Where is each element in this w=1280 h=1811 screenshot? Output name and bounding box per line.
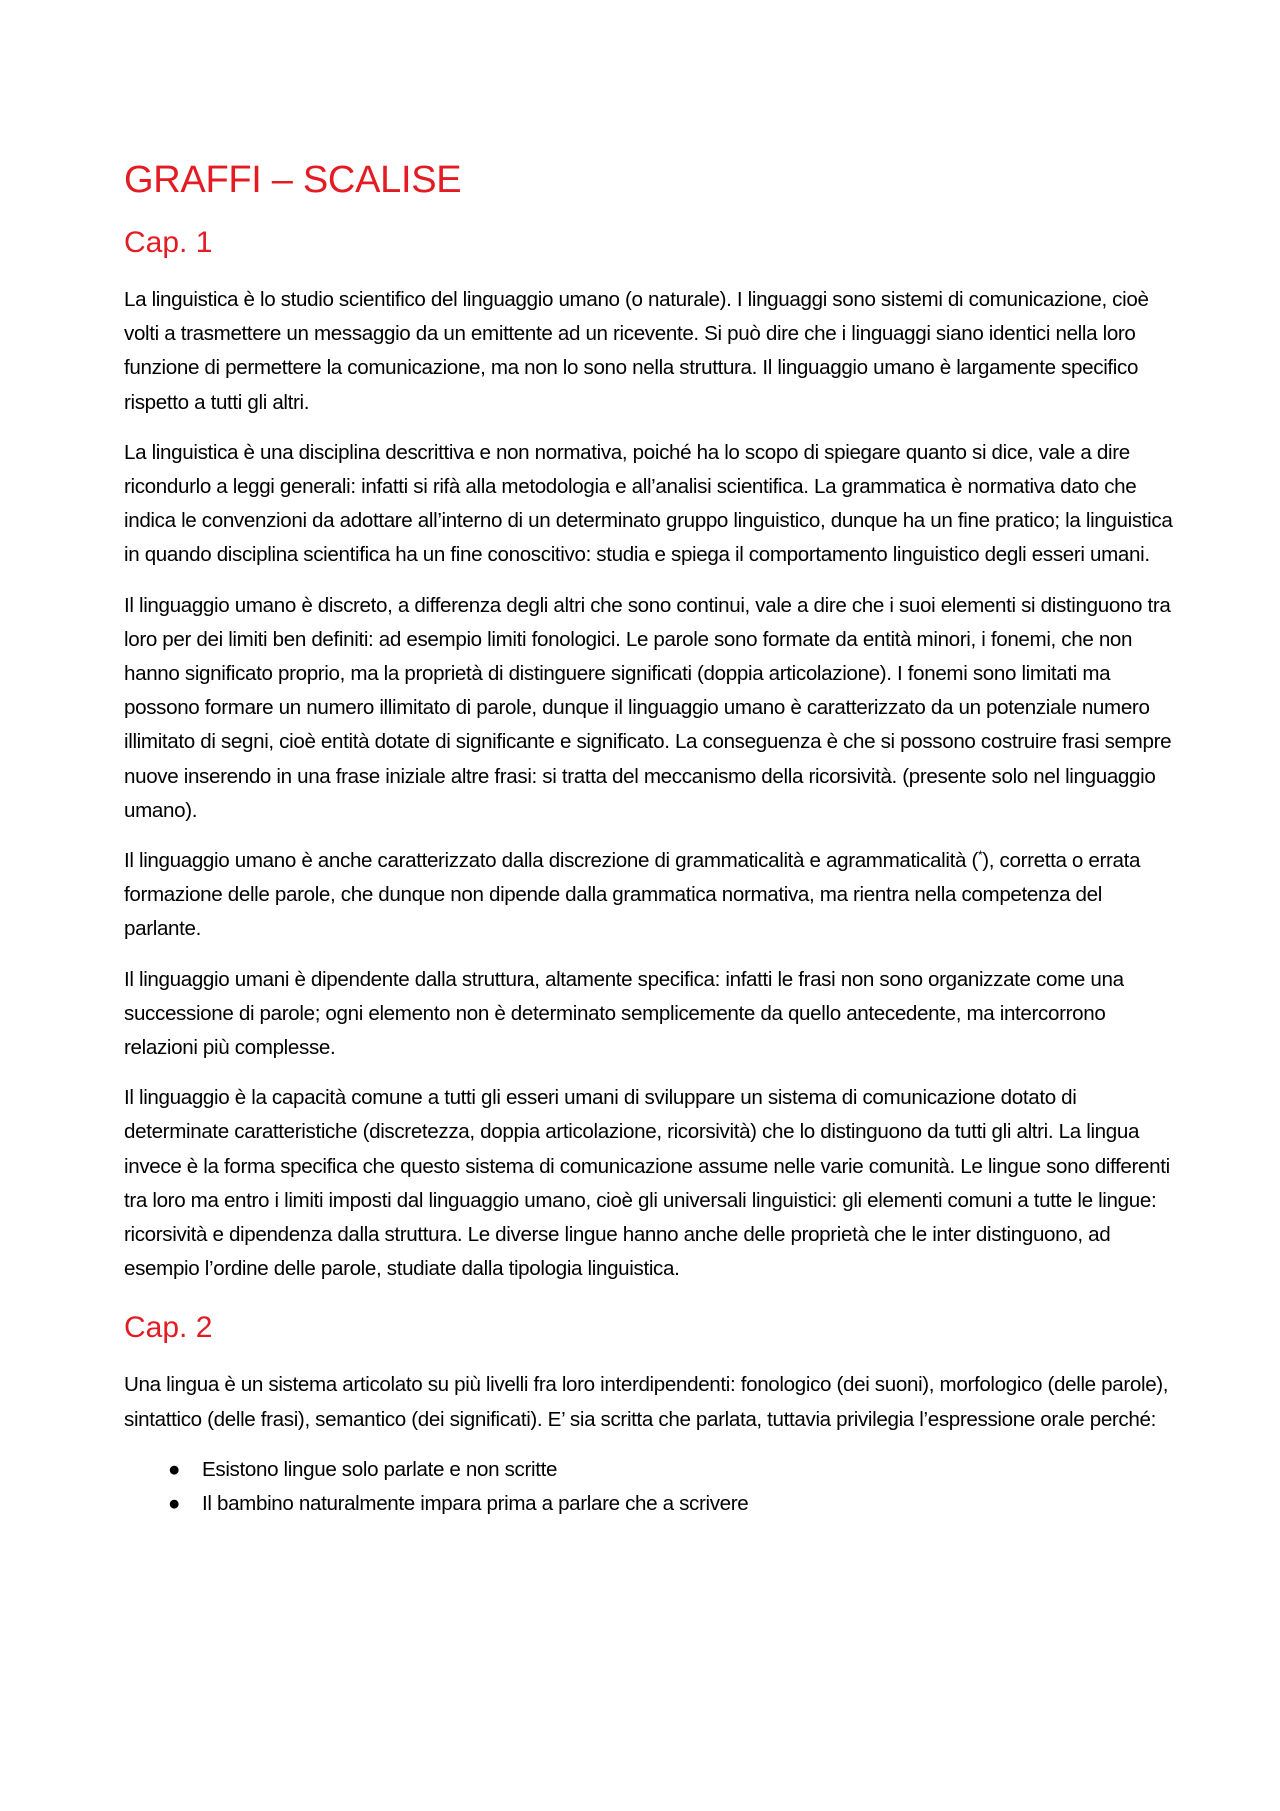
bullet-icon: ● xyxy=(168,1457,181,1481)
bullet-icon: ● xyxy=(168,1492,181,1516)
list-item-text: Esistono lingue solo parlate e non scritte xyxy=(202,1457,558,1481)
asterisk-superscript: * xyxy=(977,848,983,863)
paragraph: Il linguaggio è la capacità comune a tutti gli esseri umani di sviluppare un sistema di comunicazione dotato di determinate caratteristiche (discretezza, doppia articolazione, ricorsività) che lo distinguono da tutti gli altri. La lingua invece è la forma specifica che questo sistema di comunicazione assume nelle varie comunità. Le lingue sono differenti tra loro ma entro i limiti imposti dal linguaggio umano, cioè gli universali linguistici: gli elementi comuni a tutte le lingue: ricorsività e dipendenza dalla struttura. Le diverse lingue hanno anche delle proprietà che le inter distinguono, ad esempio l’ordine delle parole, studiate dalla tipologia linguistica. xyxy=(124,1086,1170,1281)
chapter-1 xyxy=(124,223,1184,1286)
document-title: GRAFFI – SCALISE xyxy=(124,159,462,201)
paragraph xyxy=(124,844,1184,947)
paragraph: La linguistica è una disciplina descrittiva e non normativa, poiché ha lo scopo di spiegare quanto si dice, vale a dire ricondurlo a leggi generali: infatti si rifà alla metodologia e all’analisi scientifica. La grammatica è normativa dato che indica le convenzioni da adottare all’interno di un determinato gruppo linguistico, dunque ha un fine pratico; la linguistica in quando disciplina scientifica ha un fine conoscitivo: studia e spiega il comportamento linguistico degli esseri umani. xyxy=(124,440,1173,567)
paragraph-text: Il linguaggio umano è anche caratterizzato dalla discrezione di grammaticalità e agrammaticalità ( xyxy=(124,849,978,873)
document-page xyxy=(124,155,1184,1521)
list-item xyxy=(124,1487,1184,1521)
chapter-heading: Cap. 2 xyxy=(124,1311,213,1345)
bullet-list xyxy=(124,1453,1184,1521)
paragraph: Una lingua è un sistema articolato su più livelli fra loro interdipendenti: fonologico (dei suoni), morfologico (delle parole), sintattico (delle frasi), semantico (dei significati). E’ sia scritta che parlata, tuttavia privilegia l’espressione orale perché: xyxy=(124,1373,1169,1431)
paragraph: Il linguaggio umano è discreto, a differenza degli altri che sono continui, vale a dire che i suoi elementi si distinguono tra loro per dei limiti ben definiti: ad esempio limiti fonologici. Le parole sono formate da entità minori, i fonemi, che non hanno significato proprio, ma la proprietà di distinguere significati (doppia articolazione). I fonemi sono limitati ma possono formare un numero illimitato di parole, dunque il linguaggio umano è caratterizzato da un potenziale numero illimitato di segni, cioè entità dotate di significante e significato. La conseguenza è che si possono costruire frasi sempre nuove inserendo in una frase iniziale altre frasi: si tratta del meccanismo della ricorsività. (presente solo nel linguaggio umano). xyxy=(124,593,1172,822)
paragraph: Il linguaggio umani è dipendente dalla struttura, altamente specifica: infatti le frasi non sono organizzate come una successione di parole; ogni elemento non è determinato semplicemente da quello antecedente, ma intercorrono relazioni più complesse. xyxy=(124,967,1124,1060)
chapter-2 xyxy=(124,1308,1184,1521)
list-item xyxy=(124,1453,1184,1487)
paragraph: La linguistica è lo studio scientifico del linguaggio umano (o naturale). I linguaggi sono sistemi di comunicazione, cioè volti a trasmettere un messaggio da un emittente ad un ricevente. Si può dire che i linguaggi siano identici nella loro funzione di permettere la comunicazione, ma non lo sono nella struttura. Il linguaggio umano è largamente specifico rispetto a tutti gli altri. xyxy=(124,288,1149,414)
paragraph-text: ), corretta o errata formazione delle parole, che dunque non dipende dalla grammatica normativa, ma rientra nella competenza del parlante. xyxy=(124,849,1141,941)
chapter-heading: Cap. 1 xyxy=(124,226,213,259)
list-item-text: Il bambino naturalmente impara prima a parlare che a scrivere xyxy=(202,1492,749,1516)
